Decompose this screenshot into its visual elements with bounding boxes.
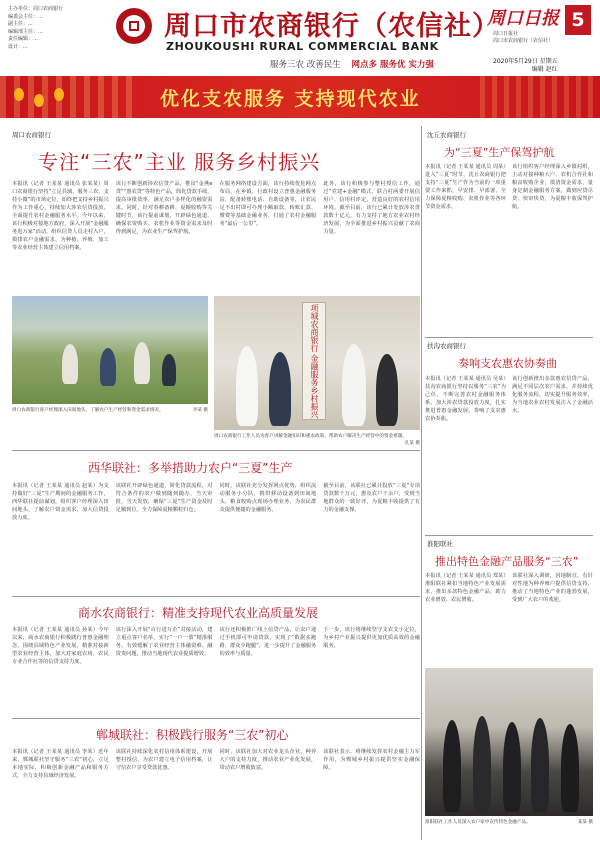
main-title: 专注“三农”主业 服务乡村振兴	[38, 150, 321, 174]
right-section: 扶沟农商银行	[427, 342, 466, 350]
editor: 编辑 赵红	[531, 66, 558, 73]
article-column: 在服务网络建设方面，该行持续优化网点布局，在乡镇、行政村设立普惠金融服务站，配备转账电话、自助设备等，让农民足不出村即可办理小额取款、转账汇款、缴费等基础金融业务，打通了农村金融服务“最后一公里”。	[219, 181, 317, 227]
info-line: 主办单位：周口农商银行	[8, 6, 64, 12]
lantern-icon	[54, 88, 64, 101]
masthead-info	[8, 6, 100, 51]
article-title: 奏响支农惠农协奏曲	[458, 357, 557, 370]
article-column: 同时，该联社充分发挥网点优势，组织流动服务小分队，携带移动设备到田间地头、粮食收购点现场办理业务，为农民群众提供便捷的金融服务。	[219, 483, 317, 513]
article-column: 同时，该联社加大对农业龙头企业、种养大户的支持力度，推动农业产业化发展，带动农户增收致富。	[219, 749, 317, 771]
issue-date: 2020年5月29日 星期五	[493, 58, 558, 65]
person-figure	[62, 344, 78, 384]
caption-text: 淮阳联社工作人员深入农户家中宣传特色金融产品。	[425, 820, 531, 825]
article-column: 该联社开辟绿色通道，简化贷款流程，对符合条件的农户做到随到随办、当天审批、当天发放，确保“三夏”生产资金及时足额到位，全力保障夏粮颗粒归仓。	[115, 483, 213, 513]
paper-logo: 周口日报	[487, 8, 559, 29]
info-line: 副主任：...	[8, 21, 33, 27]
person-figure	[561, 724, 579, 812]
article-title: 为“三夏”生产保驾护航	[444, 146, 555, 159]
paper-small-line: 周口日报社	[493, 31, 519, 37]
caption-text: 周口农商银行客户经理深入田间地头，了解农户生产经营和资金需求情况。	[12, 408, 164, 413]
article-column: 此外，该行积极参与整村授信工作，通过“党建+金融”模式，联合村两委开展信用户、信用村评定，营造良好的农村信用环境。截至目前，该行已累计发放涉农贷款数十亿元，有力支持了地方农业农村经济发展，为全面推进乡村振兴贡献了农商力量。	[323, 181, 420, 235]
lantern-icon	[14, 88, 24, 101]
article-column: 该行不断创新涉农信贷产品，推出“金燕e贷”“惠农贷”等特色产品，简化贷款手续，提高审批效率，满足农户多样化的融资需求。同时，针对春耕备耕、夏粮收购等关键时节，该行提前谋划，开辟绿色通道，确保农资购买、农机作业等资金需求及时得到满足，为农业生产保驾护航。	[115, 181, 213, 235]
photo-bank-service	[214, 296, 420, 430]
article-body	[12, 748, 420, 838]
right-section: 淮阳联社	[427, 540, 453, 548]
section-divider	[425, 535, 593, 536]
article-column: 该联社深入调研，因地制宜，有针对性地为种养殖户提供信贷支持，推动了当地特色产业的蓬勃发展，受到广大农户的欢迎。	[512, 573, 593, 603]
main-section: 周口农商银行	[12, 131, 51, 139]
article-column: 该联社持续深化农村信用体系建设，开展整村授信，为农户建立电子信用档案，让守信农户享受贷款优惠。	[115, 749, 213, 771]
article-column: 该联社表示，将继续发挥农村金融主力军作用，为郸城乡村振兴提供坚实金融保障。	[323, 749, 420, 771]
person-figure	[376, 354, 398, 426]
bank-name-cn: 周口市农商银行（农信社）	[164, 11, 500, 42]
photo3-caption	[425, 820, 593, 827]
section-divider	[12, 450, 420, 451]
right-section: 沈丘农商银行	[427, 131, 466, 139]
article-body	[12, 482, 420, 590]
photo2-caption	[214, 434, 420, 447]
bank-name-en: ZHOUKOUSHI RURAL COMMERCIAL BANK	[166, 40, 439, 53]
article-column: 该行创新推出多款惠农信贷产品，满足不同层次农户需求，并持续优化服务流程，切实提升服务效率，为当地农业农村发展注入了金融活水。	[512, 376, 593, 414]
info-line: 编辑部主任：...	[8, 28, 43, 35]
slogan-red: 网点多 服务优 实力强	[351, 60, 434, 70]
article-title: 西华联社：多举措助力农户“三夏”生产	[88, 461, 293, 475]
article-title: 推出特色金融产品服务“三农”	[435, 555, 579, 568]
photo-credit: 李某 摄	[192, 408, 208, 413]
article-column: 该行组织客户经理深入乡镇村组，主动对接种粮大户、农机合作社和粮食收购企业，摸清资金需求，量身定制金融服务方案，做到应贷尽贷、快审快贷，为夏粮丰收保驾护航。	[512, 164, 593, 210]
paper-small-line: 周口市农商银行（农信社）	[493, 37, 554, 44]
banner-text: 优化支农服务 支持现代农业	[160, 88, 421, 110]
main-body	[12, 180, 420, 292]
article-column: 本报讯（记者 王某某 通讯员 李某）近年来，郸城联社坚守服务“三农”初心，立足本地实际，积极创新金融产品和服务方式，全力支持县域经济发展。	[12, 749, 109, 779]
person-figure	[443, 720, 461, 812]
column-divider	[421, 126, 422, 840]
photo1-caption	[12, 408, 208, 415]
section-divider	[12, 596, 420, 597]
article-column: 截至目前，该联社已累计投放“三夏”专项贷款数千万元，惠及农户千余户，受到当地群众的一致好评，为夏粮丰收提供了有力的金融支撑。	[323, 483, 420, 513]
article-title: 郸城联社：积极践行服务“三农”初心	[96, 728, 289, 742]
article-column: 本报讯（记者 王某某 通讯员 周某）进入“三夏”时节，沈丘农商银行把支持“三夏”生产作为当前的一项重要工作来抓，早安排、早部署，全力保障夏粮收购、农机作业等各环节资金需求。	[425, 164, 506, 210]
slogan-bar	[270, 58, 434, 70]
paper-small	[493, 31, 553, 44]
person-figure	[503, 722, 521, 812]
article-title: 商水农商银行：精准支持现代农业高质量发展	[78, 606, 319, 620]
person-figure	[473, 716, 491, 812]
standing-sign: 项城农商银行 金融服务乡村振兴	[302, 302, 326, 420]
photo-field-visit	[12, 296, 208, 404]
person-figure	[134, 342, 150, 384]
photo-huaiyang	[425, 668, 593, 816]
article-body	[12, 626, 420, 714]
article-column: 本报讯（记者 王某某 通讯员 郑某）淮阳联社紧扣当地特色产业发展需求，推出多款特色金融产品，助力农业增效、农民增收。	[425, 573, 506, 603]
article-column: 本报讯（记者 王某某 通讯员 张某某）周口农商银行坚持“立足县域、服务三农、支持小微”的市场定位，始终把支持乡村振兴作为工作重心，持续加大涉农信贷投放，全面提升农村金融服务水平。今年以来，该行积极对接地方政府，深入开展“金融服务进万家”活动，组织信贷人员走村入户，摸排农户金融需求，为种植、养殖、加工等农业经营主体建立信用档案。	[12, 181, 109, 251]
info-line: 编委会主任：...	[8, 13, 43, 20]
info-line: 责任编辑：...	[8, 36, 38, 42]
article-column: 下一步，该行将继续坚守支农支小定位，为乡村产业振兴提供更加优质高效的金融服务。	[323, 627, 420, 649]
section-divider	[12, 718, 420, 719]
article-column: 本报讯（记者 王某某 通讯员 吴某）扶沟农商银行坚持以服务“三农”为己任，不断完善农村金融服务体系，加大涉农贷款投放力度，扎实推进普惠金融发展，奏响了支农惠农协奏曲。	[425, 376, 506, 422]
person-figure	[236, 346, 258, 426]
masthead	[0, 0, 600, 74]
photo-credit: 孔某 摄	[404, 440, 420, 446]
date-line	[493, 58, 558, 74]
slogan: 服务三农 改善民生	[270, 60, 341, 70]
person-figure	[531, 718, 549, 812]
person-figure	[342, 344, 366, 426]
info-line: 设计：...	[8, 43, 28, 50]
article-body	[425, 375, 593, 531]
caption-text: 周口农商银行工作人员为客户讲解金融知识和惠农政策，帮助农户解决生产经营中的资金难题。	[214, 434, 407, 439]
photo-credit: 某某 摄	[577, 820, 593, 825]
bank-logo-icon	[112, 6, 156, 46]
article-column: 该行还积极推广线上信贷产品，让农户通过手机即可申请贷款，实现了“数据多跑路、群众少跑腿”，进一步提升了金融服务的效率与质量。	[219, 627, 317, 657]
person-figure	[100, 348, 116, 386]
article-body	[425, 572, 593, 664]
banner	[0, 76, 600, 118]
section-divider	[425, 337, 593, 338]
person-figure	[269, 352, 291, 426]
article-column: 该行深入开展“百行进万企”对接活动，建立重点客户名单，实行“一户一策”精准服务，有效缓解了农业经营主体融资难、融资贵问题，推动当地现代农业提质增效。	[115, 627, 213, 657]
article-column: 本报讯（记者 王某某 通讯员 赵某）为支持做好“三夏”生产期间的金融服务工作，西华联社提前谋划，组织客户经理深入田间地头，了解农户资金需求，加大信贷投放力度。	[12, 483, 109, 521]
article-column: 本报讯（记者 王某某 通讯员 孙某）今年以来，商水农商银行积极践行普惠金融理念，围绕县域特色产业发展，精准对接新型农业经营主体，加大对家庭农场、农民专业合作社等的信贷支持力度。	[12, 627, 109, 665]
person-figure	[162, 354, 176, 386]
page-number: 5	[565, 5, 591, 35]
lantern-icon	[34, 94, 44, 107]
banner-decoration	[480, 76, 600, 118]
article-body	[425, 163, 593, 333]
